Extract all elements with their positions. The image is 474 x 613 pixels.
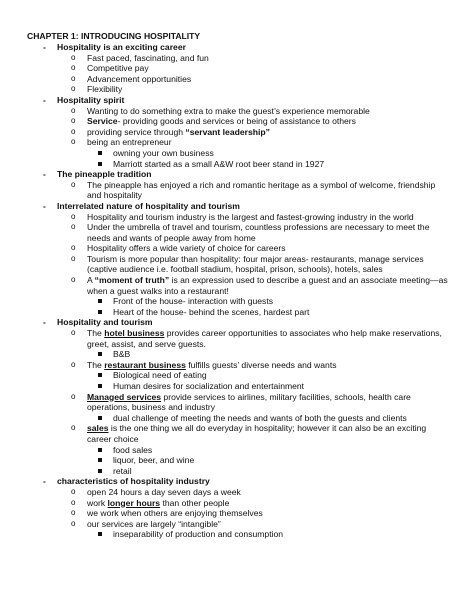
text-run: liquor, beer, and wine	[113, 455, 195, 466]
text-run: being an entrepreneur	[87, 137, 172, 148]
section-heading-text: characteristics of hospitality industry	[57, 476, 210, 487]
sub-list-item	[0, 466, 474, 477]
sub-list-item	[0, 296, 474, 307]
sub-list-item	[0, 159, 474, 170]
text-run: Biological need of eating	[113, 370, 207, 381]
list-item	[0, 63, 474, 74]
section-heading	[0, 201, 474, 212]
list-item	[0, 127, 474, 138]
text-run: Managed services	[87, 391, 162, 402]
text-run: open 24 hours a day seven days a week	[87, 486, 241, 497]
outline-content	[0, 42, 474, 540]
circle-bullet: o	[71, 105, 76, 115]
square-bullet-icon	[98, 151, 102, 155]
dash-marker: -	[43, 476, 46, 487]
text-run: food sales	[113, 444, 153, 455]
chapter-title: CHAPTER 1: INTRODUCING HOSPITALITY	[27, 31, 201, 41]
text-run: provide services to airlines, military facilities, schools, health care operations, business and industry	[87, 391, 411, 413]
circle-bullet: o	[71, 137, 76, 147]
square-bullet-icon	[98, 373, 102, 377]
section-heading	[0, 95, 474, 106]
text-run: hotel business	[104, 328, 165, 339]
section-heading-text: Hospitality is an exciting career	[57, 42, 186, 52]
circle-bullet: o	[71, 486, 76, 496]
section-heading	[0, 169, 474, 180]
circle-bullet: o	[71, 179, 76, 189]
text-run: A	[87, 275, 95, 286]
circle-bullet: o	[71, 518, 76, 528]
square-bullet-icon	[98, 469, 102, 473]
list-item	[0, 487, 474, 498]
section-heading-text: Hospitality spirit	[57, 94, 125, 105]
text-run: retail	[113, 465, 132, 476]
circle-bullet: o	[71, 328, 76, 338]
text-run: sales	[87, 423, 109, 434]
dash-marker: -	[43, 42, 46, 52]
text-run: - providing goods and services or being of assistance to others	[117, 116, 356, 127]
square-bullet-icon	[98, 310, 102, 314]
square-bullet-icon	[98, 352, 102, 356]
list-item	[0, 243, 474, 254]
text-run: is the one thing we all do everyday in hospitality; however it can also be an exciting career choice	[87, 423, 427, 444]
circle-bullet: o	[71, 52, 76, 62]
list-item	[0, 423, 474, 444]
section-heading-text: Hospitality and tourism	[57, 317, 153, 328]
dash-marker: -	[43, 94, 46, 105]
circle-bullet: o	[71, 497, 76, 507]
dash-marker: -	[43, 200, 46, 211]
text-run: “moment of truth”	[94, 275, 170, 286]
circle-bullet: o	[71, 63, 76, 73]
dash-marker: -	[43, 317, 46, 328]
text-run: Fast paced, fascinating, and fun	[87, 52, 209, 63]
list-item	[0, 137, 474, 148]
sub-list-item	[0, 445, 474, 456]
sub-list-item	[0, 370, 474, 381]
list-item	[0, 328, 474, 349]
list-item	[0, 254, 474, 275]
sub-list-item	[0, 529, 474, 540]
circle-bullet: o	[71, 359, 76, 369]
list-item	[0, 106, 474, 117]
text-run: we work when others are enjoying themselves	[87, 508, 263, 519]
text-run: fulfills guests’ diverse needs and wants	[185, 359, 337, 370]
circle-bullet: o	[71, 275, 76, 285]
section-heading-text: The pineapple tradition	[57, 169, 152, 180]
square-bullet-icon	[98, 299, 102, 303]
text-run: The	[87, 359, 105, 370]
section-heading	[0, 476, 474, 487]
text-run: provides career opportunities to associates who help make reservations, greet, assist, and serve guests.	[87, 328, 442, 349]
list-item	[0, 74, 474, 85]
sub-list-item	[0, 307, 474, 318]
square-bullet-icon	[98, 162, 102, 166]
text-run: The	[87, 328, 105, 339]
circle-bullet: o	[71, 423, 76, 433]
text-run: Marriott started as a small A&W root beer stand in 1927	[113, 158, 325, 169]
text-run: Flexibility	[87, 84, 123, 95]
text-run: Hospitality offers a wide variety of choice for careers	[87, 243, 286, 254]
text-run: Service	[87, 116, 118, 127]
dash-marker: -	[43, 169, 46, 180]
circle-bullet: o	[71, 243, 76, 253]
square-bullet-icon	[98, 458, 102, 462]
list-item	[0, 212, 474, 223]
text-run: Advancement opportunities	[87, 73, 192, 84]
sub-list-item	[0, 148, 474, 159]
circle-bullet: o	[71, 391, 76, 401]
list-item	[0, 392, 474, 413]
list-item	[0, 360, 474, 371]
text-run: The pineapple has enjoyed a rich and romantic heritage as a symbol of welcome, friendship and hospitality	[87, 179, 436, 201]
text-run: Wanting to do something extra to make the guest’s experience memorable	[87, 105, 370, 116]
list-item	[0, 180, 474, 201]
sub-list-item	[0, 349, 474, 360]
text-run: “servant leadership”	[185, 126, 270, 137]
circle-bullet: o	[71, 84, 76, 94]
text-run: restaurant business	[104, 359, 186, 370]
text-run: providing service through	[87, 126, 186, 137]
list-item	[0, 519, 474, 530]
section-heading-text: Interrelated nature of hospitality and tourism	[57, 200, 240, 211]
circle-bullet: o	[71, 116, 76, 126]
text-run: Heart of the house- behind the scenes, hardest part	[113, 306, 310, 317]
square-bullet-icon	[98, 416, 102, 420]
text-run: Human desires for socialization and entertainment	[113, 381, 305, 391]
text-run: than other people	[160, 497, 230, 508]
circle-bullet: o	[71, 253, 76, 263]
list-item	[0, 222, 474, 243]
text-run: Hospitality and tourism industry is the largest and fastest-growing industry in the world	[87, 211, 414, 222]
square-bullet-icon	[98, 532, 102, 536]
circle-bullet: o	[71, 222, 76, 232]
section-heading	[0, 317, 474, 328]
list-item	[0, 508, 474, 519]
text-run: Tourism is more popular than hospitality: four major areas- restaurants, manage services (captive audience i.e. football stadium, hospital, prison, schools), hotels, sales	[87, 253, 424, 275]
text-run: is an expression used to describe a guest and an associate meeting—as when a guest walks into a restaurant!	[87, 275, 448, 296]
list-item	[0, 84, 474, 95]
text-run: Under the umbrella of travel and tourism, countless professions are necessary to meet the needs and wants of people away from home	[87, 222, 430, 243]
section-heading	[0, 42, 474, 53]
text-run: longer hours	[107, 497, 161, 508]
circle-bullet: o	[71, 73, 76, 83]
sub-list-item	[0, 455, 474, 466]
list-item	[0, 498, 474, 509]
text-run: B&B	[113, 349, 131, 360]
text-run: Competitive pay	[87, 63, 149, 74]
text-run: work	[87, 497, 108, 508]
circle-bullet: o	[71, 508, 76, 518]
text-run: Front of the house- interaction with guests	[113, 296, 274, 307]
list-item	[0, 53, 474, 64]
square-bullet-icon	[98, 448, 102, 452]
text-run: inseparability of production and consumption	[113, 529, 284, 540]
text-run: our services are largely “intangible”	[87, 518, 221, 529]
square-bullet-icon	[98, 384, 102, 388]
text-run: dual challenge of meeting the needs and wants of both the guests and clients	[113, 412, 407, 423]
list-item	[0, 116, 474, 127]
circle-bullet: o	[71, 211, 76, 221]
text-run: owning your own business	[113, 147, 214, 158]
list-item	[0, 275, 474, 296]
circle-bullet: o	[71, 126, 76, 136]
sub-list-item	[0, 413, 474, 424]
sub-list-item	[0, 381, 474, 392]
